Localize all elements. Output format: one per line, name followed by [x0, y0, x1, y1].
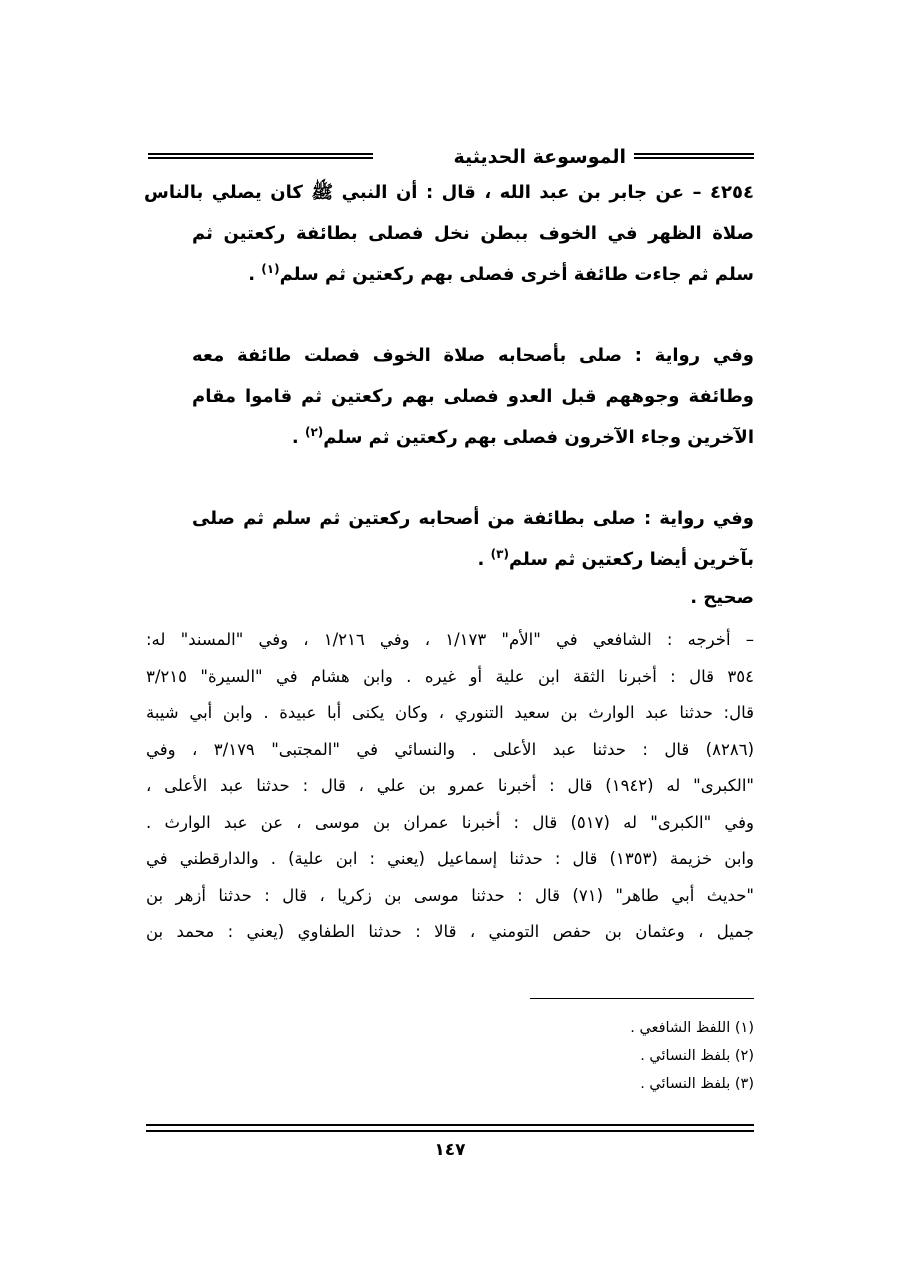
hadith-line: ٤٢٥٤ – عن جابر بن عبد الله ، قال : أن النبي ﷺ كان يصلي بالناس — [144, 182, 754, 203]
footnote-item: (٣) بلفظ النسائي . — [640, 1076, 754, 1092]
takhrij-line: ٣٥٤ قال : أخبرنا الثقة ابن علية أو غيره . وابن هشام في "السيرة" ٣/٢١٥ — [146, 666, 754, 686]
running-header — [148, 143, 754, 171]
hadith-paragraph-2 — [192, 335, 754, 458]
takhrij-line: "الكبرى" له (١٩٤٢) قال : أخبرنا عمرو بن علي ، قال : حدثنا عبد الأعلى ، — [146, 776, 755, 795]
hadith-line: صلاة الظهر في الخوف ببطن نخل فصلى بطائفة ركعتين ثم — [192, 223, 754, 244]
hadith-paragraph-1 — [144, 172, 754, 295]
takhrij-block — [146, 622, 754, 951]
hadith-text: . — [477, 549, 491, 570]
takhrij-line: (٨٢٨٦) قال : حدثنا عبد الأعلى . والنسائي في "المجتبى" ٣/١٧٩ ، وفي — [146, 739, 754, 759]
footnote-ref: (٢) — [304, 425, 324, 439]
hadith-line — [192, 539, 754, 580]
hadith-line: وفي رواية : صلى بطائفة من أصحابه ركعتين ثم سلم ثم صلى — [192, 508, 754, 529]
hadith-text: الآخرين وجاء الآخرون فصلى بهم ركعتين ثم سلم — [323, 427, 754, 448]
footnote-ref: (١) — [261, 262, 280, 276]
hadith-text: . — [248, 264, 262, 285]
hadith-line — [144, 254, 754, 295]
hadith-paragraph-3 — [192, 498, 754, 580]
takhrij-line: وفي "الكبرى" له (٥١٧) قال : أخبرنا عمران بن موسى ، عن عبد الوارث . — [146, 812, 754, 832]
header-title: الموسوعة الحديثية — [453, 146, 626, 168]
footnote-item: (١) اللفظ الشافعي . — [630, 1020, 754, 1036]
footnotes — [630, 1014, 754, 1098]
takhrij-line: وابن خزيمة (١٣٥٣) قال : حدثنا إسماعيل (يعني : ابن علية) . والدارقطني في — [146, 849, 754, 868]
footnote-separator — [530, 998, 754, 999]
header-rule-right — [634, 153, 754, 159]
hadith-text: . — [291, 427, 305, 448]
hadith-line: وطائفة وجوههم قبل العدو فصلى بهم ركعتين ثم قاموا مقام — [192, 386, 754, 407]
takhrij-line: "حديث أبي طاهر" (٧١) قال : حدثنا موسى بن زكريا ، قال : حدثنا أزهر بن — [146, 885, 754, 905]
footer-rule — [146, 1124, 754, 1132]
hadith-text: بآخرين أيضا ركعتين ثم سلم — [508, 549, 754, 570]
footnote-item: (٢) بلفظ النسائي . — [640, 1048, 754, 1064]
hadith-line — [192, 417, 754, 458]
takhrij-line: قال: حدثنا عبد الوارث بن سعيد التنوري ، وكان يكنى أبا عبيدة . وابن أبي شيبة — [146, 703, 754, 722]
footnote-ref: (٣) — [490, 547, 509, 561]
takhrij-line: جميل ، وعثمان بن حفص التومني ، قالا : حدثنا الطفاوي (يعني : محمد بن — [146, 922, 754, 941]
hadith-line: وفي رواية : صلى بأصحابه صلاة الخوف فصلت طائفة معه — [192, 345, 754, 366]
takhrij-line: – أخرجه : الشافعي في "الأم" ١/١٧٣ ، وفي ١/٢١٦ ، وفي "المسند" له: — [146, 630, 754, 649]
hadith-verdict: صحيح . — [690, 587, 754, 608]
header-rule-left — [148, 153, 373, 159]
page-number: ١٤٧ — [434, 1140, 466, 1160]
hadith-text: سلم ثم جاءت طائفة أخرى فصلى بهم ركعتين ثم سلم — [279, 264, 754, 285]
